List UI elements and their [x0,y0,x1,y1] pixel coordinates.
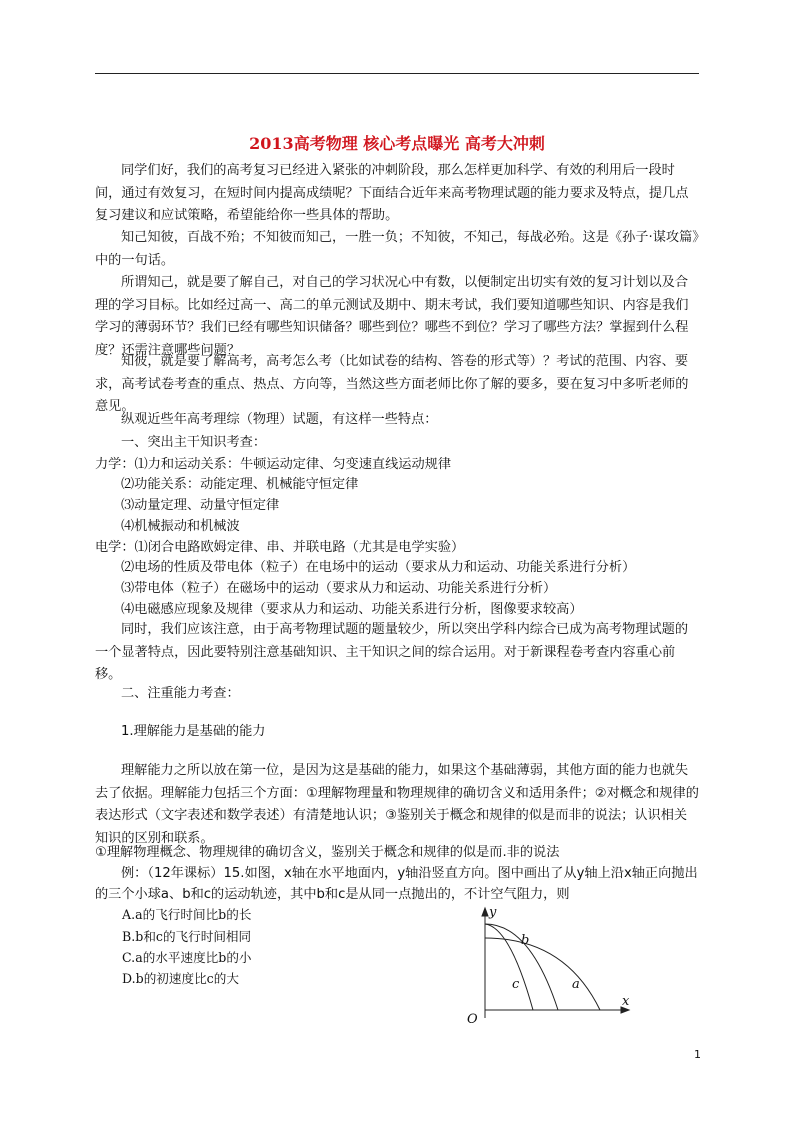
trajectory-figure [455,902,640,1027]
subheading-understanding: 1.理解能力是基础的能力 [121,724,266,739]
x-axis-label: x [622,994,630,1009]
trajectory-a [485,938,600,1010]
paragraph-concepts: ①理解物理概念、物理规律的确切含义，鉴别关于概念和规律的似是而.非的说法 [95,845,560,860]
page-number: 1 [694,1048,701,1061]
header-rule [95,73,699,74]
electricity-item-3: ⑶带电体（粒子）在磁场中的运动（要求从力和运动、功能关系进行分析） [121,581,557,596]
paragraph-know-exam: 知彼，就是要了解高考，高考怎么考（比如试卷的结构、答卷的形式等）？考试的范围、内容、要求，高考试卷考查的重点、热点、方向等，当然这些方面老师比你了解的要多，要在复习中多听老师的意见。 [95,354,689,414]
option-c: C.a的水平速度比b的小 [122,950,252,965]
section-heading-1: 一、突出主干知识考查： [121,435,267,450]
option-a: A.a的飞行时间比b的长 [122,907,252,922]
mechanics-item-4: ⑷机械振动和机械波 [121,519,240,534]
mechanics-item-3: ⑶动量定理、动量守恒定律 [121,498,280,513]
label-a: a [572,977,580,992]
document-title: 2013高考物理 核心考点曝光 高考大冲刺 [249,134,545,153]
paragraph-comprehensive: 同时，我们应该注意，由于高考物理试题的题量较少，所以突出学科内综合已成为高考物理试题的一个显著特点，因此要特别注意基础知识、主干知识之间的综合运用。对于新课程卷考查内容重心前移。 [95,622,689,682]
label-c: c [512,977,520,992]
mechanics-item-2: ⑵功能关系：动能定理、机械能守恒定律 [121,477,359,492]
origin-label: O [467,1012,478,1027]
section-heading-2: 二、注重能力考查： [121,686,240,701]
label-b: b [521,933,530,948]
paragraph-sunzi: 知己知彼，百战不殆；不知彼而知己，一胜一负；不知彼，不知己，每战必殆。这是《孙子·谋攻篇》中的一句话。 [95,230,699,268]
mechanics-item-1: 力学：⑴力和运动关系：牛顿运动定律、匀变速直线运动规律 [95,457,452,472]
paragraph-intro: 同学们好，我们的高考复习已经进入紧张的冲刺阶段，那么怎样更加科学、有效的利用后一段时间，通过有效复习，在短时间内提高成绩呢？下面结合近年来高考物理试题的能力要求及特点，提几点复习建议和应试策略，希望能给你一些具体的帮助。 [95,163,689,223]
paragraph-overview: 纵观近些年高考理综（物理）试题，有这样一些特点： [121,412,438,427]
paragraph-understanding: 理解能力之所以放在第一位，是因为这是基础的能力，如果这个基础薄弱，其他方面的能力也就失去了依据。理解能力包括三个方面：①理解物理量和物理规律的确切含义和适用条件；②对概念和规律的表达形式（文字表述和数学表述）有清楚地认识；③鉴别关于概念和规律的似是而非的说法；认识相关知识的区别和联系。 [95,763,699,846]
y-axis-label: y [489,905,497,920]
electricity-item-2: ⑵电场的性质及带电体（粒子）在电场中的运动（要求从力和运动、功能关系进行分析） [121,560,636,575]
paragraph-know-self: 所谓知己，就是要了解自己，对自己的学习状况心中有数，以便制定出切实有效的复习计划以及合理的学习目标。比如经过高一、高二的单元测试及期中、期末考试，我们要知道哪些知识、内容是我们学习的薄弱环节？我们已经有哪些知识储备？哪些到位？哪些不到位？学习了哪些方法？掌握到什么程度？还需注意哪些问题？ [95,275,689,358]
example-question: 例：（12年课标）15.如图，x轴在水平地面内，y轴沿竖直方向。图中画出了从y轴上沿x轴正向抛出的三个小球a、b和c的运动轨迹，其中b和c是从同一点抛出的，不计空气阻力，则 [95,866,698,902]
electricity-item-1: 电学：⑴闭合电路欧姆定律、串、并联电路（尤其是电学实验） [95,540,465,555]
option-d: D.b的初速度比c的大 [122,971,239,986]
y-axis-arrow [482,908,488,916]
electricity-item-4: ⑷电磁感应现象及规律（要求从力和运动、功能关系进行分析，图像要求较高） [121,602,583,617]
option-b: B.b和c的飞行时间相同 [122,929,252,944]
